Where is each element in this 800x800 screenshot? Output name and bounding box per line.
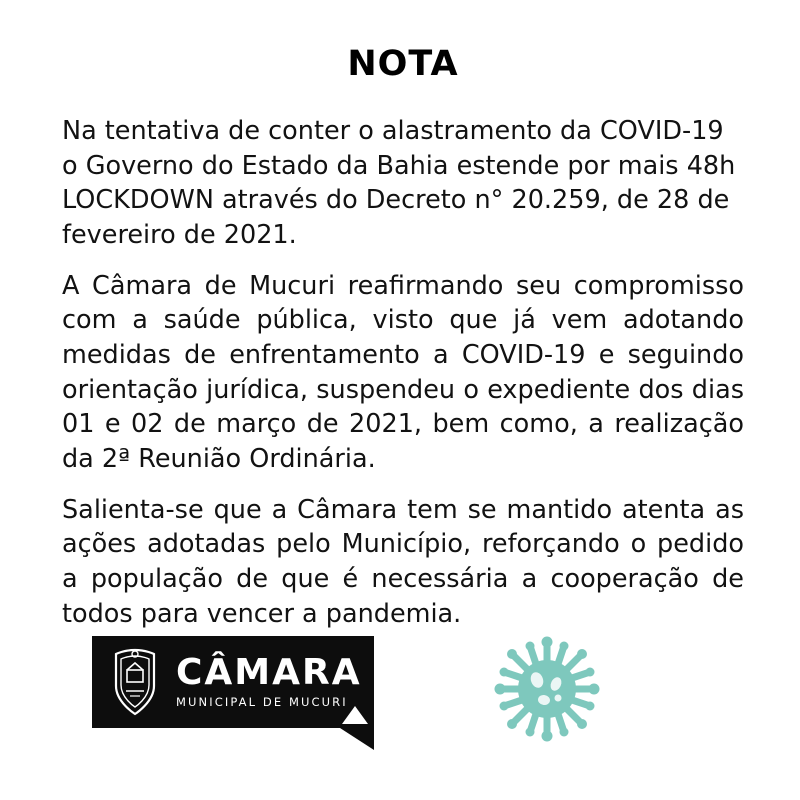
logo-wordmark [176, 652, 362, 710]
coat-of-arms-icon [104, 646, 166, 718]
footer [0, 630, 800, 800]
logo-subtitle: MUNICIPAL DE MUCURI [176, 695, 348, 710]
coronavirus-icon [492, 634, 602, 744]
paragraph-2: A Câmara de Mucuri reafirmando seu compromisso com a saúde pública, visto que já vem adotando medidas de enfrentamento a COVID-19 e seguindo orientação jurídica, suspendeu o expediente dos dias 01 e 02 de março de 2021, bem como, a realização da 2ª Reunião Ordinária. [62, 270, 744, 475]
page-title: NOTA [347, 44, 459, 84]
camara-logo [92, 636, 374, 728]
paragraph-1: Na tentativa de conter o alastramento da COVID-19 o Governo do Estado da Bahia estende por mais 48h LOCKDOWN através do Decreto n° 20.259, de 28 de fevereiro de 2021. [62, 116, 736, 251]
logo-title: CÂMARA [176, 652, 362, 694]
paragraph-3: Salienta-se que a Câmara tem se mantido atenta as ações adotadas pelo Município, reforçando o pedido a população de que é necessária a cooperação de todos para vencer a pandemia. [62, 494, 744, 629]
document-body [62, 114, 744, 631]
triangle-icon [342, 706, 368, 724]
